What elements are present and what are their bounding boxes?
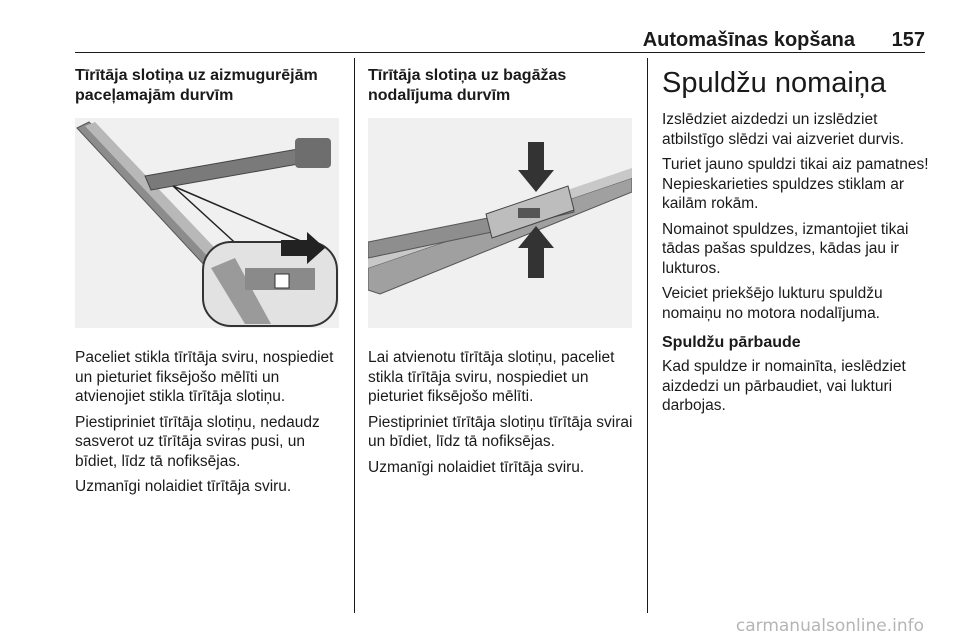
tailgate-wiper-illustration: [368, 118, 632, 328]
paragraph: Paceliet stikla tīrītāja sviru, nospiediet un pieturiet fiksējošo mēlīti un atvienojiet stikla tīrītāja slotiņu.: [75, 349, 334, 405]
paragraph: Nomainot spuldzes, izmantojiet tikai tādas pašas spuldzes, kādas jau ir lukturos.: [662, 220, 909, 277]
paragraph: Piestipriniet tīrītāja slotiņu tīrītāja svirai un bīdiet, līdz tā nofiksējas.: [368, 413, 633, 450]
rear-wiper-illustration: [75, 118, 339, 328]
section-heading-rear-wiper: Tīrītāja slotiņa uz aizmugurējām paceļamajām durvīm: [75, 67, 318, 104]
paragraph: Piestipriniet tīrītāja slotiņu, nedaudz sasverot uz tīrītāja sviras pusi, un bīdiet, līdz tā nofiksējas.: [75, 413, 320, 470]
column-rear-wiper: [75, 66, 347, 503]
paragraph: Veiciet priekšējo lukturu spuldžu nomaiņu no motora nodalījuma.: [662, 285, 883, 322]
rear-wiper-icon: [75, 118, 339, 328]
tailgate-wiper-icon: [368, 118, 632, 328]
column-tailgate-wiper: [368, 66, 636, 483]
subheading-bulb-check: Spuldžu pārbaude: [662, 334, 801, 351]
column-divider-2: [647, 58, 648, 613]
watermark: carmanualsonline.info: [735, 616, 924, 636]
paragraph: Kad spuldze ir nomainīta, ieslēdziet aizdedzi un pārbaudiet, vai lukturi darbojas.: [662, 358, 906, 414]
paragraph: Izslēdziet aizdedzi un izslēdziet atbilstīgo slēdzi vai aizveriet durvis.: [662, 111, 905, 148]
header-title: Automašīnas kopšana: [642, 29, 855, 51]
column-bulb-replacement: [662, 66, 932, 422]
column-divider-1: [354, 58, 355, 613]
section-title-bulb-replacement: Spuldžu nomaiņa: [662, 67, 887, 99]
paragraph: Uzmanīgi nolaidiet tīrītāja sviru.: [368, 458, 585, 476]
page-header: [75, 26, 925, 53]
paragraph: Lai atvienotu tīrītāja slotiņu, paceliet stikla tīrītāja sviru, nospiediet un pieturiet fiksējošo mēlīti.: [368, 349, 615, 405]
page-number: 157: [891, 29, 925, 51]
section-heading-tailgate-wiper: Tīrītāja slotiņa uz bagāžas nodalījuma durvīm: [368, 67, 567, 104]
paragraph: Turiet jauno spuldzi tikai aiz pamatnes! Nepieskarieties spuldzes stiklam ar kailām rokām.: [662, 156, 929, 212]
paragraph: Uzmanīgi nolaidiet tīrītāja sviru.: [75, 478, 292, 495]
